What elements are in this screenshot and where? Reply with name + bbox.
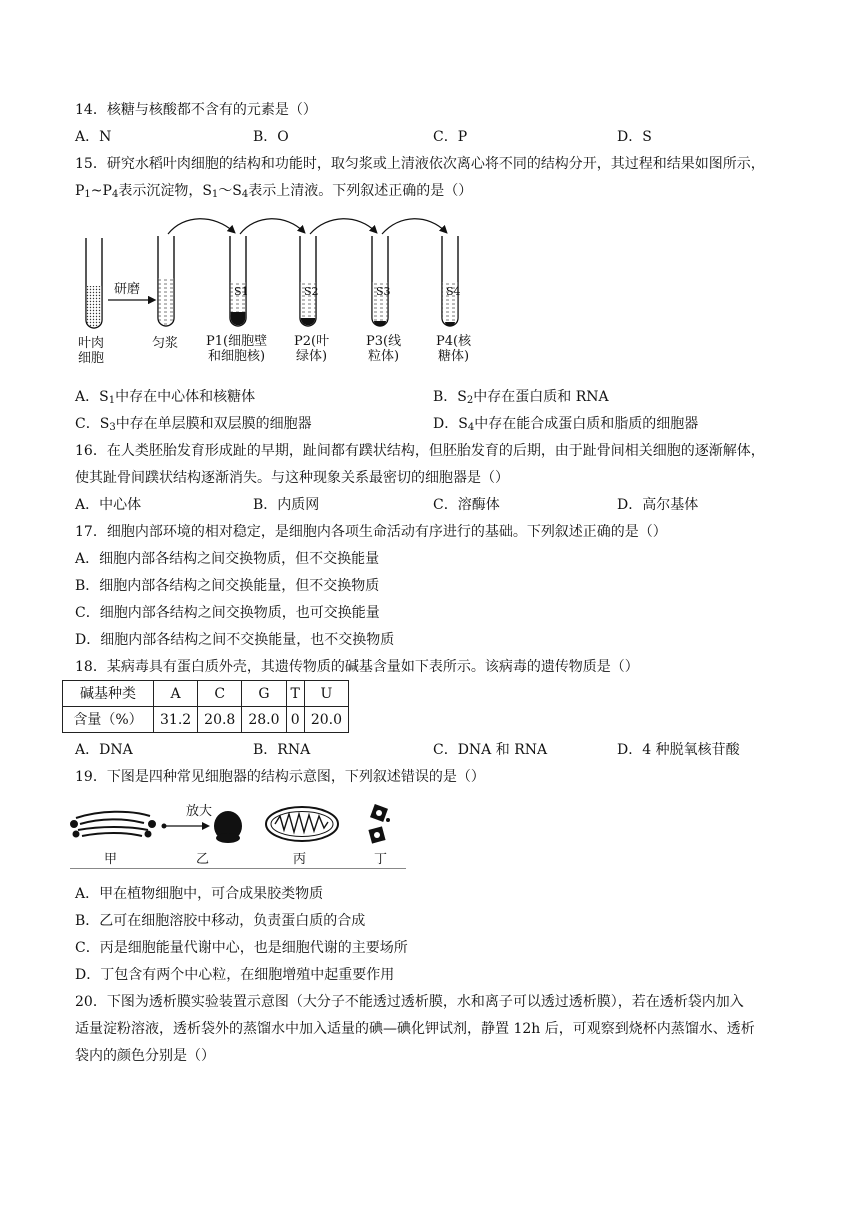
q19-option-a: A．甲在植物细胞中，可合成果胶类物质 bbox=[75, 886, 324, 902]
q20-stem-line2: 适量淀粉溶液，透析袋外的蒸馏水中加入适量的碘—碘化钾试剂，静置 12h 后，可观察到烧杯内蒸馏水、透析 bbox=[75, 1021, 755, 1037]
label-ding: 丁 bbox=[374, 852, 388, 867]
table-cell: U bbox=[304, 681, 348, 707]
label-bing: 丙 bbox=[293, 852, 307, 867]
q14-stem: 14．核糖与核酸都不含有的元素是（） bbox=[75, 102, 317, 118]
q18-option-d: D．4 种脱氧核苷酸 bbox=[617, 742, 740, 758]
enlarge-label: 放大 bbox=[186, 804, 213, 819]
q19-option-c: C．丙是细胞能量代谢中心，也是细胞代谢的主要场所 bbox=[75, 940, 408, 956]
q16-stem-line2: 使其趾骨间蹼状结构逐渐消失。与这种现象关系最密切的细胞器是（） bbox=[75, 470, 509, 486]
q18-option-a: A．DNA bbox=[75, 742, 133, 758]
q19-option-d: D．丁包含有两个中心粒，在细胞增殖中起重要作用 bbox=[75, 967, 395, 983]
grind-label: 研磨 bbox=[114, 282, 141, 297]
q15-option-c: C．$S_3$中存在单层膜和双层膜的细胞器 bbox=[75, 416, 312, 433]
s3-label: S3 bbox=[376, 285, 391, 298]
centrosome-icon bbox=[368, 804, 390, 844]
q14-option-d: D．S bbox=[617, 129, 652, 145]
q16-option-a: A．中心体 bbox=[75, 497, 142, 513]
tube-p1 bbox=[230, 236, 246, 326]
p1-label: P1(细胞壁 和细胞核) bbox=[206, 334, 268, 364]
q18-stem: 18．某病毒具有蛋白质外壳，其遗传物质的碱基含量如下表所示。该病毒的遗传物质是（） bbox=[75, 659, 639, 675]
table-cell: 碱基种类 bbox=[63, 681, 154, 707]
q15-option-b: B．$S_2$中存在蛋白质和 RNA bbox=[433, 389, 609, 406]
table-cell: 含量（%） bbox=[63, 707, 154, 733]
organelles-figure bbox=[70, 798, 406, 869]
organelles-diagram bbox=[70, 798, 406, 868]
table-cell: C bbox=[198, 681, 242, 707]
q19-option-b: B．乙可在细胞溶胶中移动，负责蛋白质的合成 bbox=[75, 913, 366, 929]
leaf-cell-label: 叶肉 细胞 bbox=[78, 336, 105, 366]
table-cell: T bbox=[286, 681, 304, 707]
centrifugation-figure bbox=[74, 222, 474, 370]
base-content-table bbox=[62, 680, 349, 733]
ribosome-icon bbox=[214, 811, 242, 843]
table-row bbox=[63, 707, 349, 733]
tube-p4 bbox=[442, 236, 458, 326]
table-cell: 28.0 bbox=[242, 707, 286, 733]
mitochondrion-icon bbox=[266, 807, 338, 841]
q18-option-b: B．RNA bbox=[253, 742, 311, 758]
q14-option-a: A．N bbox=[75, 129, 112, 145]
golgi-icon bbox=[71, 812, 155, 837]
q18-option-c: C．DNA 和 RNA bbox=[433, 742, 548, 758]
s1-label: S1 bbox=[234, 285, 249, 298]
table-cell: 31.2 bbox=[154, 707, 198, 733]
tube-homogenate bbox=[158, 236, 174, 326]
p3-label: P3(线 粒体) bbox=[366, 334, 402, 364]
q17-option-a: A．细胞内部各结构之间交换物质，但不交换能量 bbox=[75, 551, 380, 567]
q20-stem-line3: 袋内的颜色分别是（） bbox=[75, 1048, 215, 1064]
q15-option-a: A．$S_1$中存在中心体和核糖体 bbox=[75, 389, 256, 406]
q20-stem-line1: 20．下图为透析膜实验装置示意图（大分子不能透过透析膜，水和离子可以透过透析膜），若在透析袋内加入 bbox=[75, 994, 744, 1010]
p2-label: P2(叶 绿体) bbox=[294, 334, 330, 364]
q15-option-d: D．$S_4$中存在能合成蛋白质和脂质的细胞器 bbox=[433, 416, 699, 433]
q16-option-b: B．内质网 bbox=[253, 497, 320, 513]
tube-p3 bbox=[372, 236, 388, 326]
q14-option-b: B．O bbox=[253, 129, 289, 145]
table-cell: A bbox=[154, 681, 198, 707]
tube-leaf-cells bbox=[86, 238, 102, 328]
p4-label: P4(核 糖体) bbox=[436, 334, 472, 364]
q16-stem-line1: 16．在人类胚胎发育形成趾的早期，趾间都有蹼状结构，但胚胎发育的后期，由于趾骨间相关细胞的逐渐解体， bbox=[75, 443, 765, 459]
s2-label: S2 bbox=[304, 285, 319, 298]
tube-p2 bbox=[300, 236, 316, 326]
s4-label: S4 bbox=[446, 285, 461, 298]
table-cell: G bbox=[242, 681, 286, 707]
label-jia: 甲 bbox=[104, 852, 118, 867]
q14-option-c: C．P bbox=[433, 129, 468, 145]
q15-stem-line2: $P_1\sim P_4$表示沉淀物，$S_1\sim S_4$表示上清液。下列叙述正确的是（） bbox=[75, 183, 473, 200]
q19-stem: 19．下图是四种常见细胞器的结构示意图，下列叙述错误的是（） bbox=[75, 769, 485, 785]
q17-option-b: B．细胞内部各结构之间交换能量，但不交换物质 bbox=[75, 578, 380, 594]
homogenate-label: 匀浆 bbox=[152, 336, 179, 351]
q15-stem-line1: 15．研究水稻叶肉细胞的结构和功能时，取匀浆或上清液依次离心将不同的结构分开，其过程和结果如图所示， bbox=[75, 156, 765, 172]
q17-option-c: C．细胞内部各结构之间交换物质，也可交换能量 bbox=[75, 605, 380, 621]
table-cell: 20.0 bbox=[304, 707, 348, 733]
q17-stem: 17．细胞内部环境的相对稳定，是细胞内各项生命活动有序进行的基础。下列叙述正确的是（） bbox=[75, 524, 667, 540]
q16-option-c: C．溶酶体 bbox=[433, 497, 500, 513]
q16-option-d: D．高尔基体 bbox=[617, 497, 699, 513]
q17-option-d: D．细胞内部各结构之间不交换能量，也不交换物质 bbox=[75, 632, 395, 648]
table-cell: 0 bbox=[286, 707, 304, 733]
table-cell: 20.8 bbox=[198, 707, 242, 733]
label-yi: 乙 bbox=[196, 852, 210, 867]
table-row bbox=[63, 681, 349, 707]
